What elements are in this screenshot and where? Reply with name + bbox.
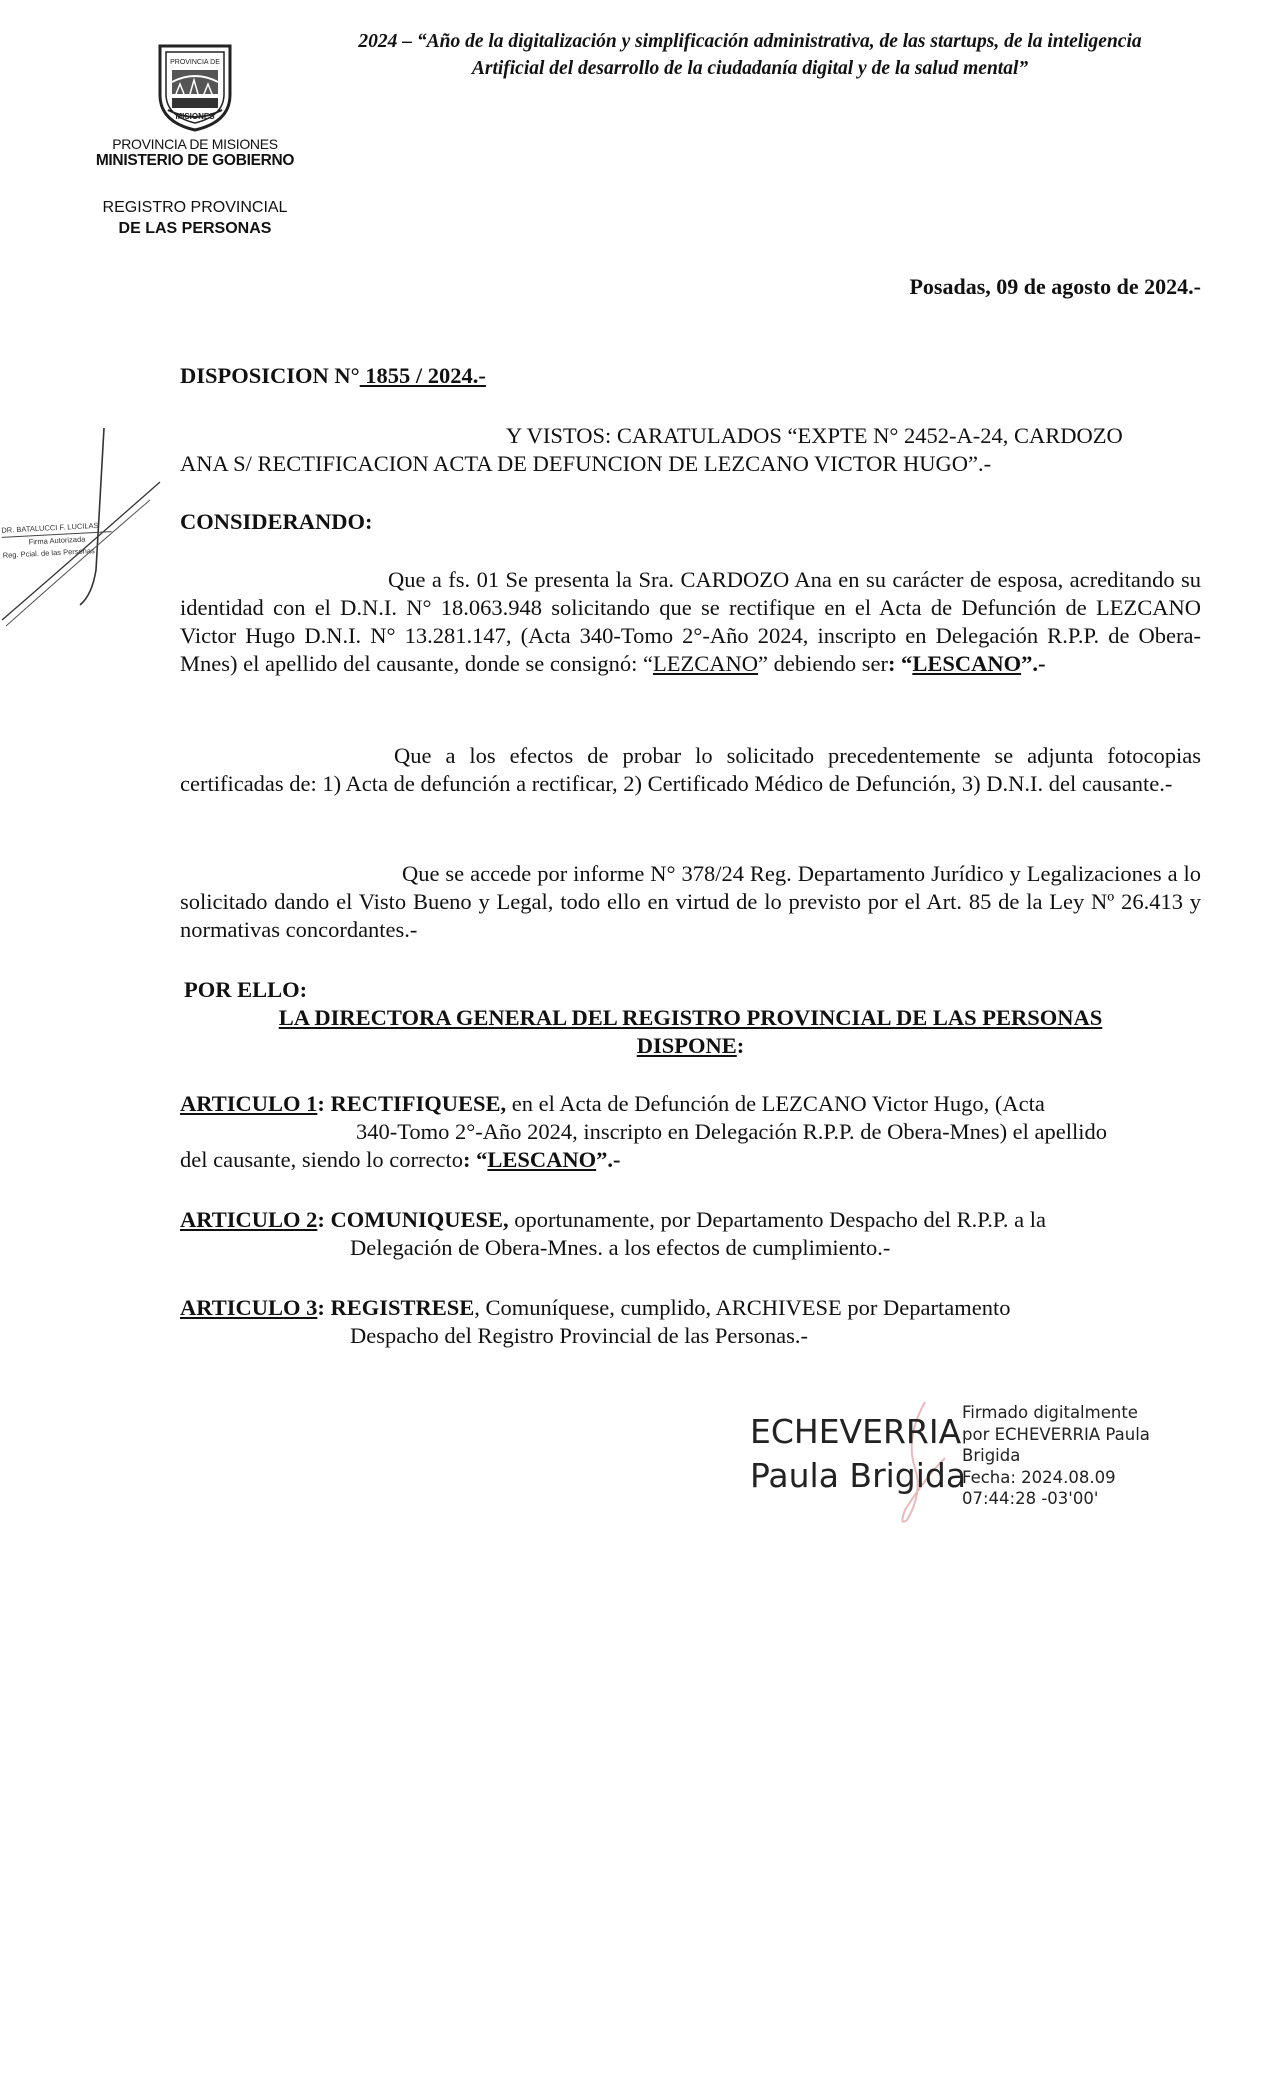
provincial-seal-icon — [150, 40, 240, 132]
considerando-paragraph-2: Que a los efectos de probar lo solicitado precedentemente se adjunta fotocopias certificadas de: 1) Acta de defunción a rectificar, 2) Certificado Médico de Defunción, 3) D.N.I. del causante.- — [180, 743, 1201, 796]
side-stamp — [1, 519, 113, 562]
disposicion-heading — [180, 362, 1201, 390]
province-name: PROVINCIA DE MISIONES — [112, 136, 278, 152]
side-stamp-line-1: DR. BATALUCCI F. LUCILAS — [1, 519, 112, 538]
motto-line-1: 2024 – “Año de la digitalización y simplificación administrativa, de las startups, de la inteligencia — [358, 31, 1142, 52]
vistos-line-2: ANA S/ RECTIFICACION ACTA DE DEFUNCION DE LEZCANO VICTOR HUGO”.- — [180, 451, 992, 476]
considerando-paragraph-1: Que a fs. 01 Se presenta la Sra. CARDOZO Ana en su carácter de esposa, acreditando su identidad con el D.N.I. N° 18.063.948 solicitando que se rectifique en el Acta de Defunción de LEZCANO Victor Hugo D.N.I. N° 13.281.147, (Acta 340-Tomo 2°-Año 2024, inscripto en Delegación R.P.P. de Obera-Mnes) el apellido del causante, donde se consignó: “LEZCANO” debiendo ser: “LESCANO”.- — [180, 567, 1201, 676]
svg-text:MISIONES: MISIONES — [175, 112, 215, 121]
motto-line-2: Artificial del desarrollo de la ciudadanía digital y de la salud mental” — [471, 58, 1029, 79]
registry-line-2: DE LAS PERSONAS — [118, 220, 272, 237]
document-date: Posadas, 09 de agosto de 2024.- — [909, 274, 1201, 299]
disposicion-number: 1855 / 2024.- — [359, 363, 486, 388]
registry-line-1: REGISTRO PROVINCIAL — [102, 199, 288, 216]
directora-heading — [180, 1004, 1201, 1060]
articulo-2: ARTICULO 2: COMUNIQUESE, oportunamente, por Departamento Despacho del R.P.P. a la Delegación de Obera-Mnes. a los efectos de cumplimiento.- — [180, 1207, 1047, 1260]
directora-line-2: DISPONE: — [636, 1033, 745, 1058]
ministry-name: MINISTERIO DE GOBIERNO — [95, 152, 295, 169]
ministry-logo-block — [60, 40, 330, 170]
header-motto — [300, 28, 1200, 82]
disposicion-label: DISPOSICION N° — [180, 363, 360, 388]
signature-name — [750, 1410, 966, 1498]
signature-name-line-2: Paula Brigida — [750, 1456, 967, 1495]
side-stamp-line-2: Firma Autorizada — [28, 534, 86, 547]
vistos-line-1: Y VISTOS: CARATULADOS “EXPTE N° 2452-A-24, CARDOZO — [506, 423, 1123, 448]
articulo-3: ARTICULO 3: REGISTRESE, Comuníquese, cumplido, ARCHIVESE por Departamento Despacho del Registro Provincial de las Personas.- — [180, 1295, 1011, 1348]
considerando-title: CONSIDERANDO: — [180, 509, 373, 534]
directora-line-1: LA DIRECTORA GENERAL DEL REGISTRO PROVINCIAL DE LAS PERSONAS — [278, 1005, 1103, 1030]
signature-name-line-1: ECHEVERRIA — [750, 1412, 962, 1451]
articulo-1: ARTICULO 1: RECTIFIQUESE, en el Acta de Defunción de LEZCANO Victor Hugo, (Acta 340-Tomo 2°-Año 2024, inscripto en Delegación R.P.P. de Obera-Mnes) el apellido del causante, siendo lo correcto: “LESCANO”.- — [180, 1091, 1108, 1172]
svg-text:PROVINCIA DE: PROVINCIA DE — [170, 59, 220, 66]
por-ello: POR ELLO: — [184, 977, 308, 1002]
considerando-paragraph-3: Que se accede por informe N° 378/24 Reg. Departamento Jurídico y Legalizaciones a lo solicitado dando el Visto Bueno y Legal, todo ello en virtud de lo previsto por el Art. 85 de la Ley Nº 26.413 y normativas concordantes.- — [180, 861, 1201, 942]
signature-metadata: Firmado digitalmente por ECHEVERRIA Paula Brigida Fecha: 2024.08.09 07:44:28 -03'00' — [962, 1403, 1150, 1508]
vistos-paragraph — [180, 422, 1201, 478]
side-stamp-line-3: Reg. Pcial. de las Personas — [2, 546, 95, 560]
registry-name — [60, 197, 330, 239]
